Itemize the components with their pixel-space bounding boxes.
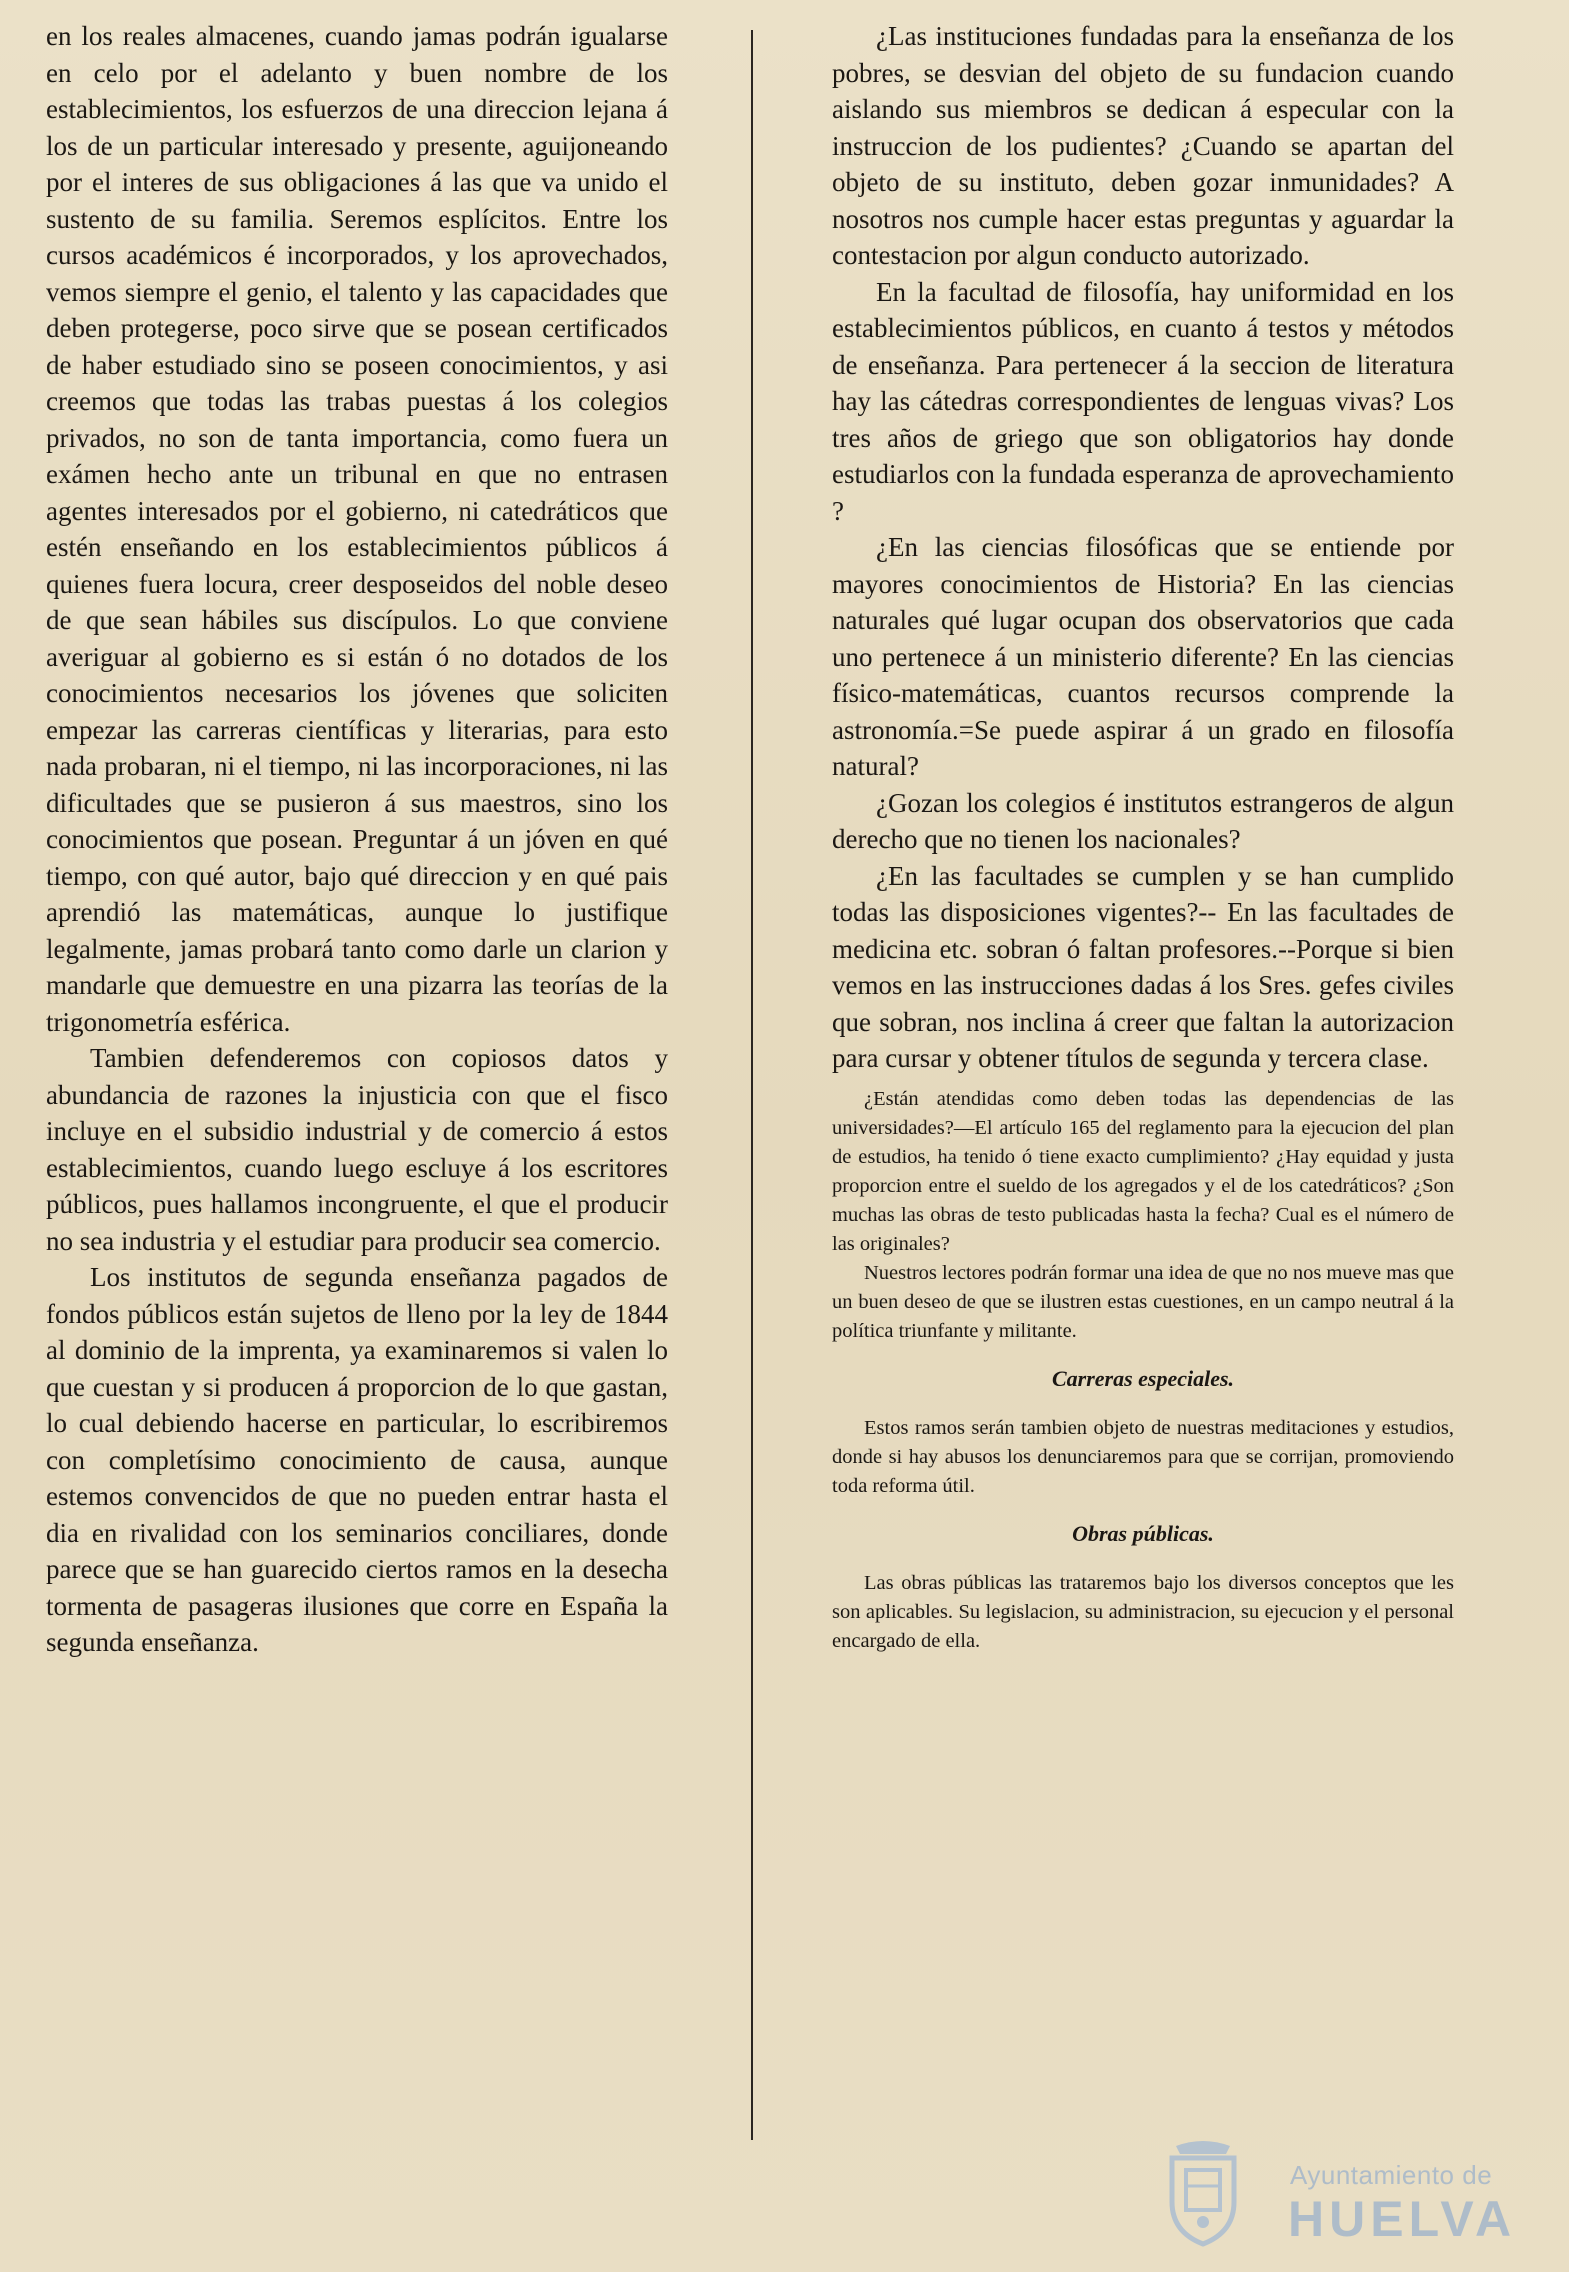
section-text-carreras: Estos ramos serán tambien objeto de nuestras meditaciones y estudios, donde si hay abusos los denunciaremos para que se corrijan, promoviendo toda reforma útil.: [832, 1416, 1454, 1497]
right-column: [832, 18, 1454, 1656]
right-paragraph-4: ¿Gozan los colegios é institutos estrangeros de algun derecho que no tienen los nacionales?: [832, 787, 1454, 854]
right-paragraph-2: En la facultad de filosofía, hay uniformidad en los establecimientos públicos, en cuanto á testos y métodos de enseñanza. Para pertenecer á la seccion de literatura hay las cátedras correspondientes de lenguas vivas? Los tres años de griego que son obligatorios hay donde estudiarlos con la fundada esperanza de aprovechamiento ?: [832, 276, 1454, 526]
coat-of-arms-icon: [1162, 2140, 1244, 2248]
right-paragraph-1: ¿Las instituciones fundadas para la enseñanza de los pobres, se desvian del objeto de su fundacion cuando aislando sus miembros se dedican á especular con la instruccion de los pudientes? ¿Cuando se apartan del objeto de su instituto, deben gozar inmunidades? A nosotros nos cumple hacer estas preguntas y aguardar la contestacion por algun conducto autorizado.: [832, 21, 1454, 270]
left-column: [46, 18, 668, 1661]
right-paragraph-3: ¿En las ciencias filosóficas que se entiende por mayores conocimientos de Historia? En las ciencias naturales qué lugar ocupan dos observatorios que cada uno pertenece á un ministerio diferente? En las ciencias físico-matemáticas, cuantos recursos comprende la astronomía.=Se puede aspirar á un grado en filosofía natural?: [832, 532, 1454, 781]
left-paragraph-3: Los institutos de segunda enseñanza pagados de fondos públicos están sujetos de lleno por la ley de 1844 al dominio de la imprenta, ya examinaremos si valen lo que cuestan y si producen á proporcion de lo que gastan, lo cual debiendo hacerse en particular, lo escribiremos con completísimo conocimiento de causa, aunque estemos convencidos de que no pueden entrar hasta el dia en rivalidad con los seminarios conciliares, donde parece que se han guarecido ciertos ramos en la desecha tormenta de pasageras ilusiones que corre en España la segunda enseñanza.: [46, 1262, 668, 1657]
right-paragraph-5: ¿En las facultades se cumplen y se han cumplido todas las disposiciones vigentes?-- En las facultades de medicina etc. sobran ó faltan profesores.--Porque si bien vemos en las instrucciones dadas á los Sres. gefes civiles que sobran, nos inclina á creer que faltan la autorizacion para cursar y obtener títulos de segunda y tercera clase.: [832, 860, 1454, 1073]
column-divider: [751, 30, 753, 2140]
watermark-line-1: Ayuntamiento de: [1290, 2160, 1493, 2190]
watermark-line-2: HUELVA: [1288, 2191, 1517, 2247]
section-heading-obras: Obras públicas.: [1072, 1520, 1214, 1546]
left-paragraph-1: en los reales almacenes, cuando jamas podrán igualarse en celo por el adelanto y buen nombre de los establecimientos, los esfuerzos de una direccion lejana á los de un particular interesado y presente, aguijoneando por el interes de sus obligaciones á las que va unido el sustento de su familia. Seremos esplícitos. Entre los cursos académicos é incorporados, y los aprovechados, vemos siempre el genio, el talento y las capacidades que deben protegerse, poco sirve que se posean certificados de haber estudiado sino se poseen conocimientos, y asi creemos que todas las trabas puestas á los colegios privados, no son de tanta importancia, como fuera un exámen hecho ante un tribunal en que no entrasen agentes interesados por el gobierno, ni catedráticos que estén enseñando en los establecimientos públicos á quienes fuera locura, creer desposeidos del noble deseo de que sean hábiles sus discípulos. Lo que conviene averiguar al gobierno es si están ó no dotados de los conocimientos necesarios los jóvenes que soliciten empezar las carreras científicas y literarias, para esto nada probaran, ni el tiempo, ni las incorporaciones, ni las dificultades que se pusieron á sus maestros, sino los conocimientos que posean. Preguntar á un jóven en qué tiempo, con qué autor, bajo qué direccion y en qué pais aprendió las matemáticas, aunque lo justifique legalmente, jamas probará tanto como darle un clarion y mandarle que demuestre en una pizarra las teorías de la trigonometría esférica.: [46, 21, 668, 1037]
section-heading-carreras: Carreras especiales.: [1051, 1365, 1235, 1391]
spacer: [832, 1077, 1454, 1085]
right-small-paragraph-1: ¿Están atendidas como deben todas las dependencias de las universidades?—El artículo 165 del reglamento para la ejecucion del plan de estudios, ha tenido ó tiene exacto cumplimiento? ¿Hay equidad y justa proporcion entre el sueldo de los agregados y el de los catedráticos? ¿Son muchas las obras de testo publicadas hasta la fecha? Cual es el número de las originales?: [832, 1087, 1454, 1255]
watermark: [1160, 2140, 1520, 2250]
left-paragraph-2: Tambien defenderemos con copiosos datos y abundancia de razones la injusticia con que el fisco incluye en el subsidio industrial y de comercio á estos establecimientos, cuando luego escluye á los escritores públicos, pues hallamos incongruente, el que el producir no sea industria y el estudiar para producir sea comercio.: [46, 1043, 668, 1256]
section-text-obras: Las obras públicas las trataremos bajo los diversos conceptos que les son aplicables. Su legislacion, su administracion, su ejecucion y el personal encargado de ella.: [832, 1571, 1454, 1652]
right-small-paragraph-2: Nuestros lectores podrán formar una idea de que no nos mueve mas que un buen deseo de que se ilustren estas cuestiones, en un campo neutral á la política triunfante y militante.: [832, 1261, 1454, 1342]
